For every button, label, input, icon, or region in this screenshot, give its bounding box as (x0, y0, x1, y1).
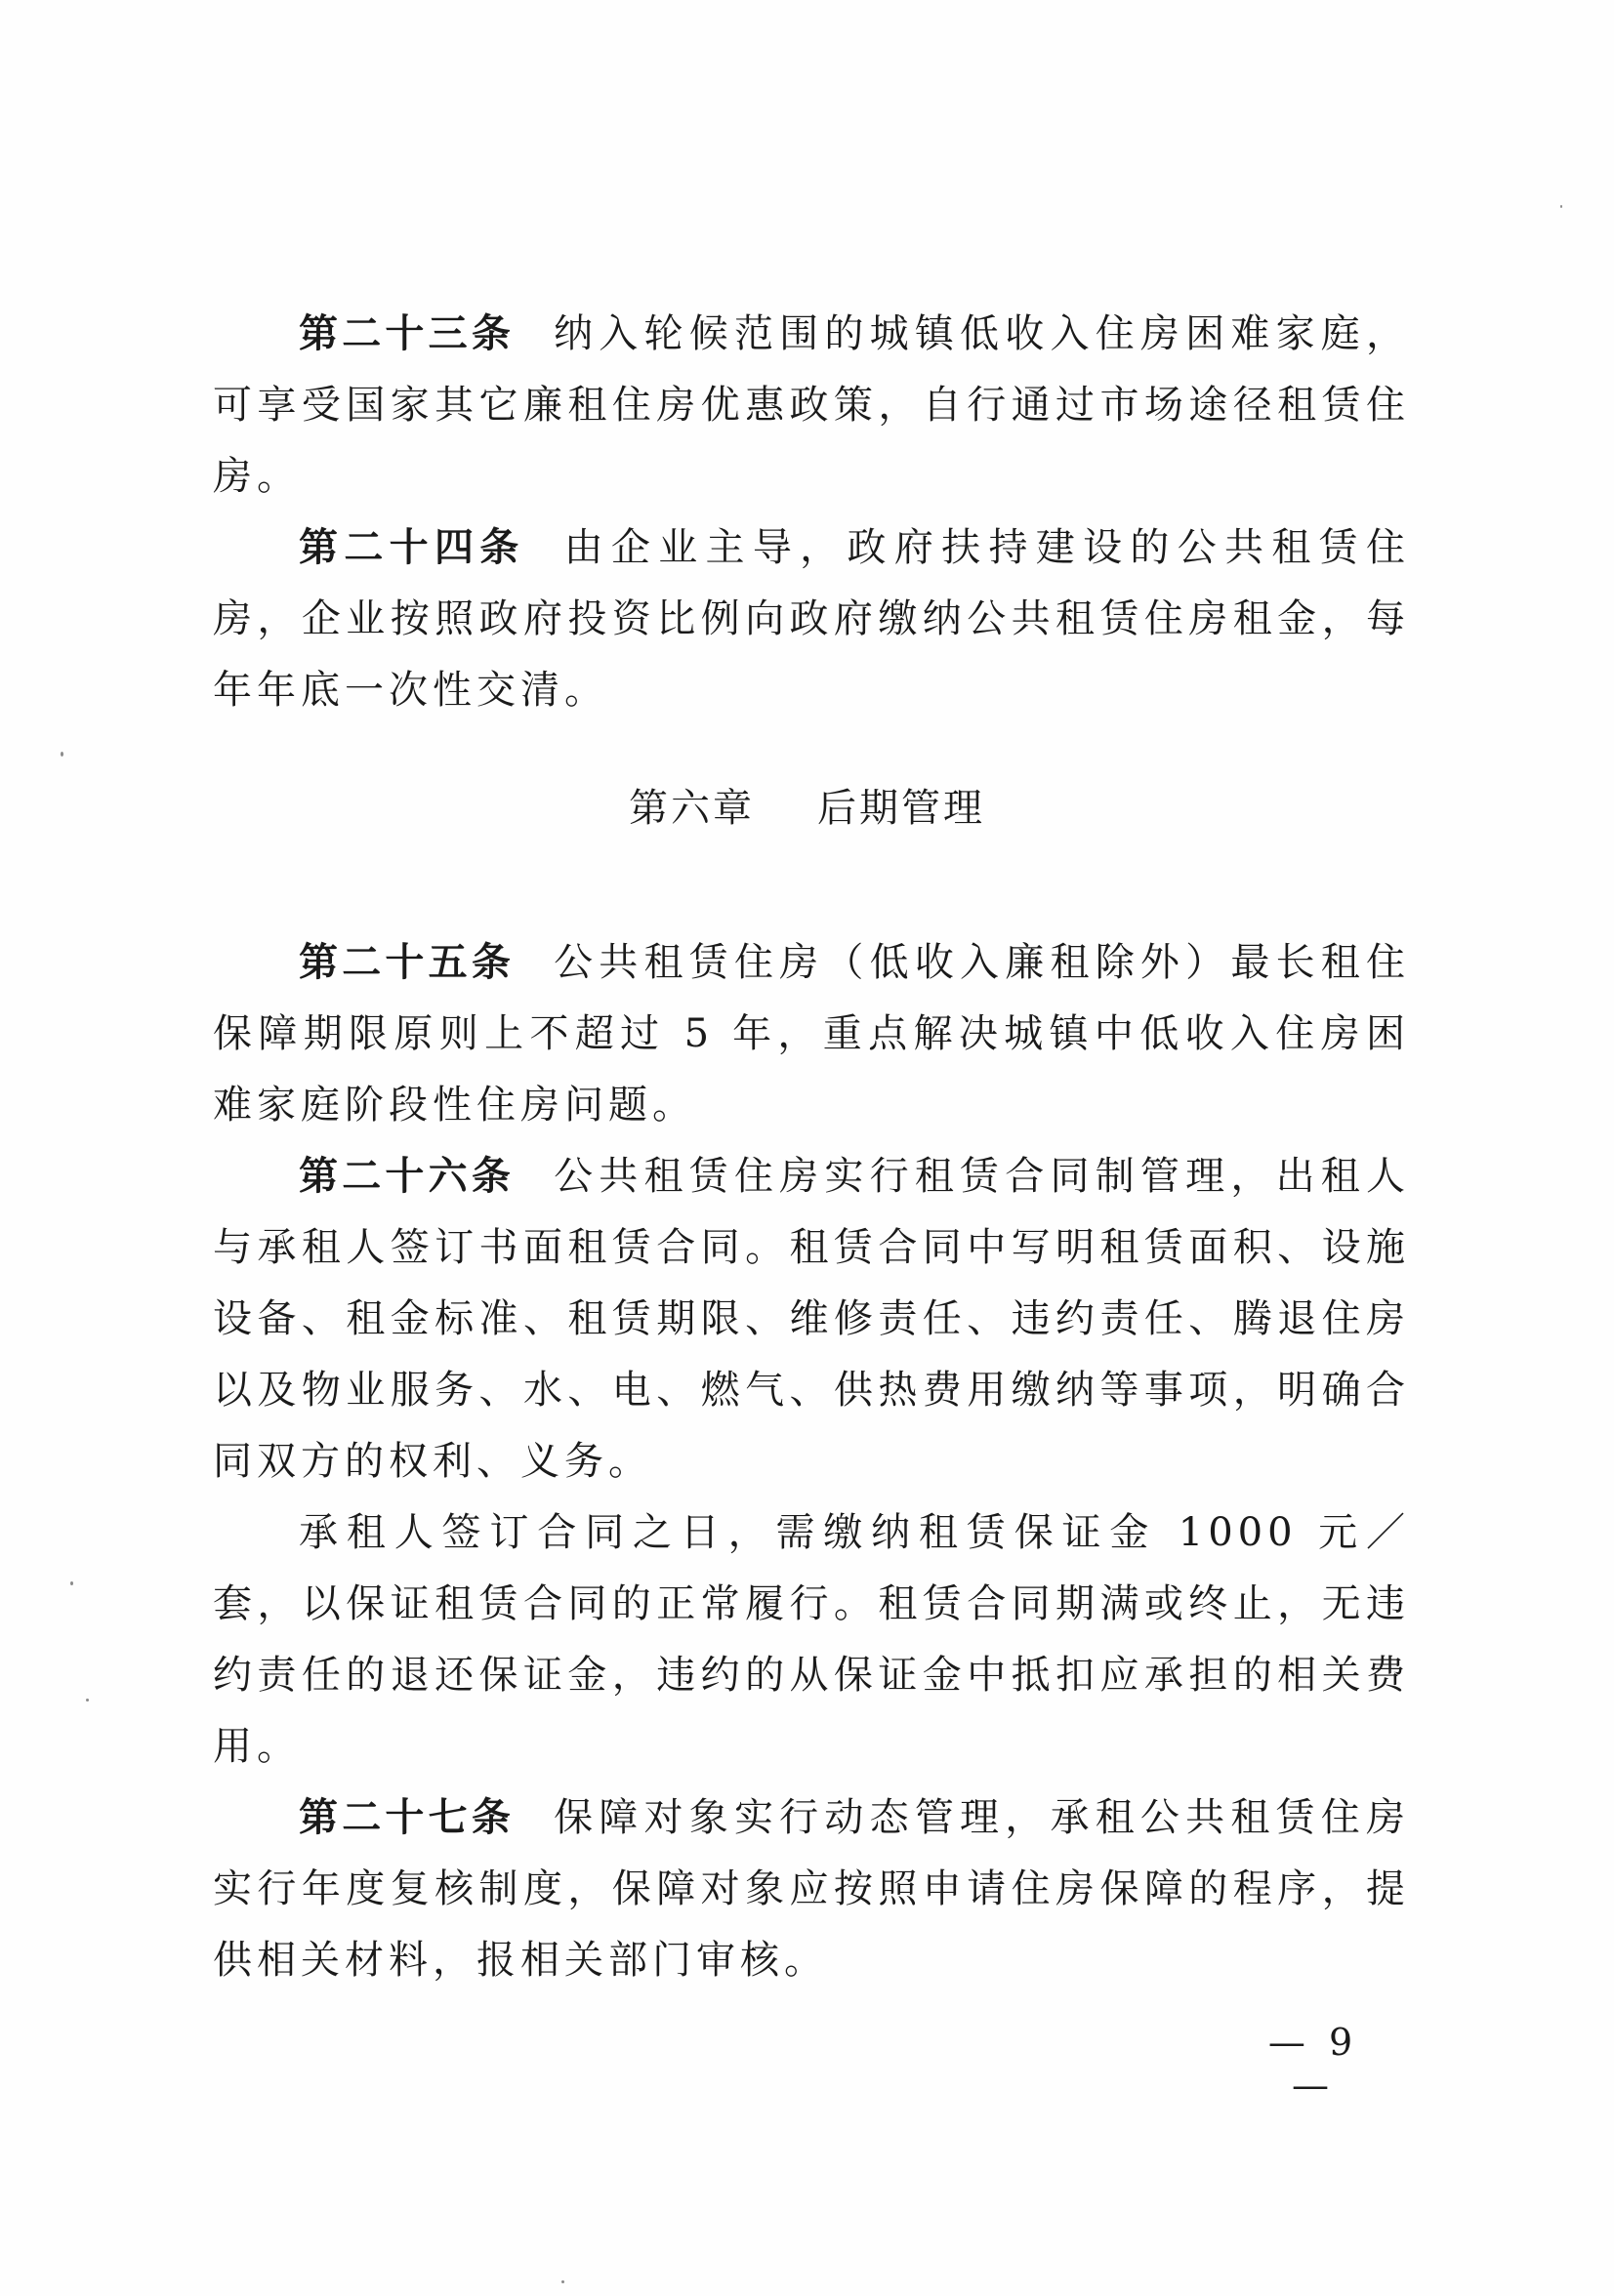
article-26 (213, 1141, 1410, 1497)
scan-speck (1560, 205, 1562, 208)
article-23 (213, 299, 1410, 512)
article-23-number: 第二十三条 (299, 311, 516, 356)
article-25-text: 公共租赁住房（低收入廉租除外）最长租住保障期限原则上不超过 5 年，重点解决城镇中低收入住房困难家庭阶段性住房问题。 (213, 940, 1411, 1128)
article-25 (213, 927, 1410, 1141)
scan-speck (561, 2280, 564, 2283)
chapter-title: 后期管理 (817, 786, 985, 831)
article-25-number: 第二十五条 (299, 940, 516, 985)
article-24 (213, 512, 1410, 726)
article-23-text: 纳入轮候范围的城镇低收入住房困难家庭，可享受国家其它廉租住房优惠政策，自行通过市场途径租赁住房。 (213, 311, 1411, 499)
article-26-number: 第二十六条 (299, 1154, 516, 1199)
article-26-paragraph-2: 承租人签订合同之日，需缴纳租赁保证金 1000 元／套，以保证租赁合同的正常履行。租赁合同期满或终止，无违约责任的退还保证金，违约的从保证金中抵扣应承担的相关费用。 (213, 1510, 1410, 1769)
article-24-number: 第二十四条 (299, 525, 525, 570)
article-24-text: 由企业主导，政府扶持建设的公共租赁住房，企业按照政府投资比例向政府缴纳公共租赁住房租金，每年年底一次性交清。 (213, 525, 1411, 713)
article-26-text: 公共租赁住房实行租赁合同制管理，出租人与承租人签订书面租赁合同。租赁合同中写明租赁面积、设施设备、租金标准、租赁期限、维修责任、违约责任、腾退住房以及物业服务、水、电、燃气、供热费用缴纳等事项，明确合同双方的权利、义务。 (213, 1154, 1411, 1484)
section-bottom (213, 927, 1410, 1996)
scan-speck (61, 752, 63, 757)
article-27-number: 第二十七条 (299, 1795, 516, 1840)
chapter-heading (0, 777, 1614, 833)
scan-speck (86, 1699, 89, 1702)
scan-speck (70, 1581, 73, 1585)
article-27 (213, 1783, 1410, 1996)
chapter-number: 第六章 (629, 786, 755, 831)
section-top (213, 299, 1410, 726)
article-27-text: 保障对象实行动态管理，承租公共租赁住房实行年度复核制度，保障对象应按照申请住房保障的程序，提供相关材料，报相关部门审核。 (213, 1795, 1411, 1983)
page-number: — 9 — (1267, 2021, 1359, 2107)
